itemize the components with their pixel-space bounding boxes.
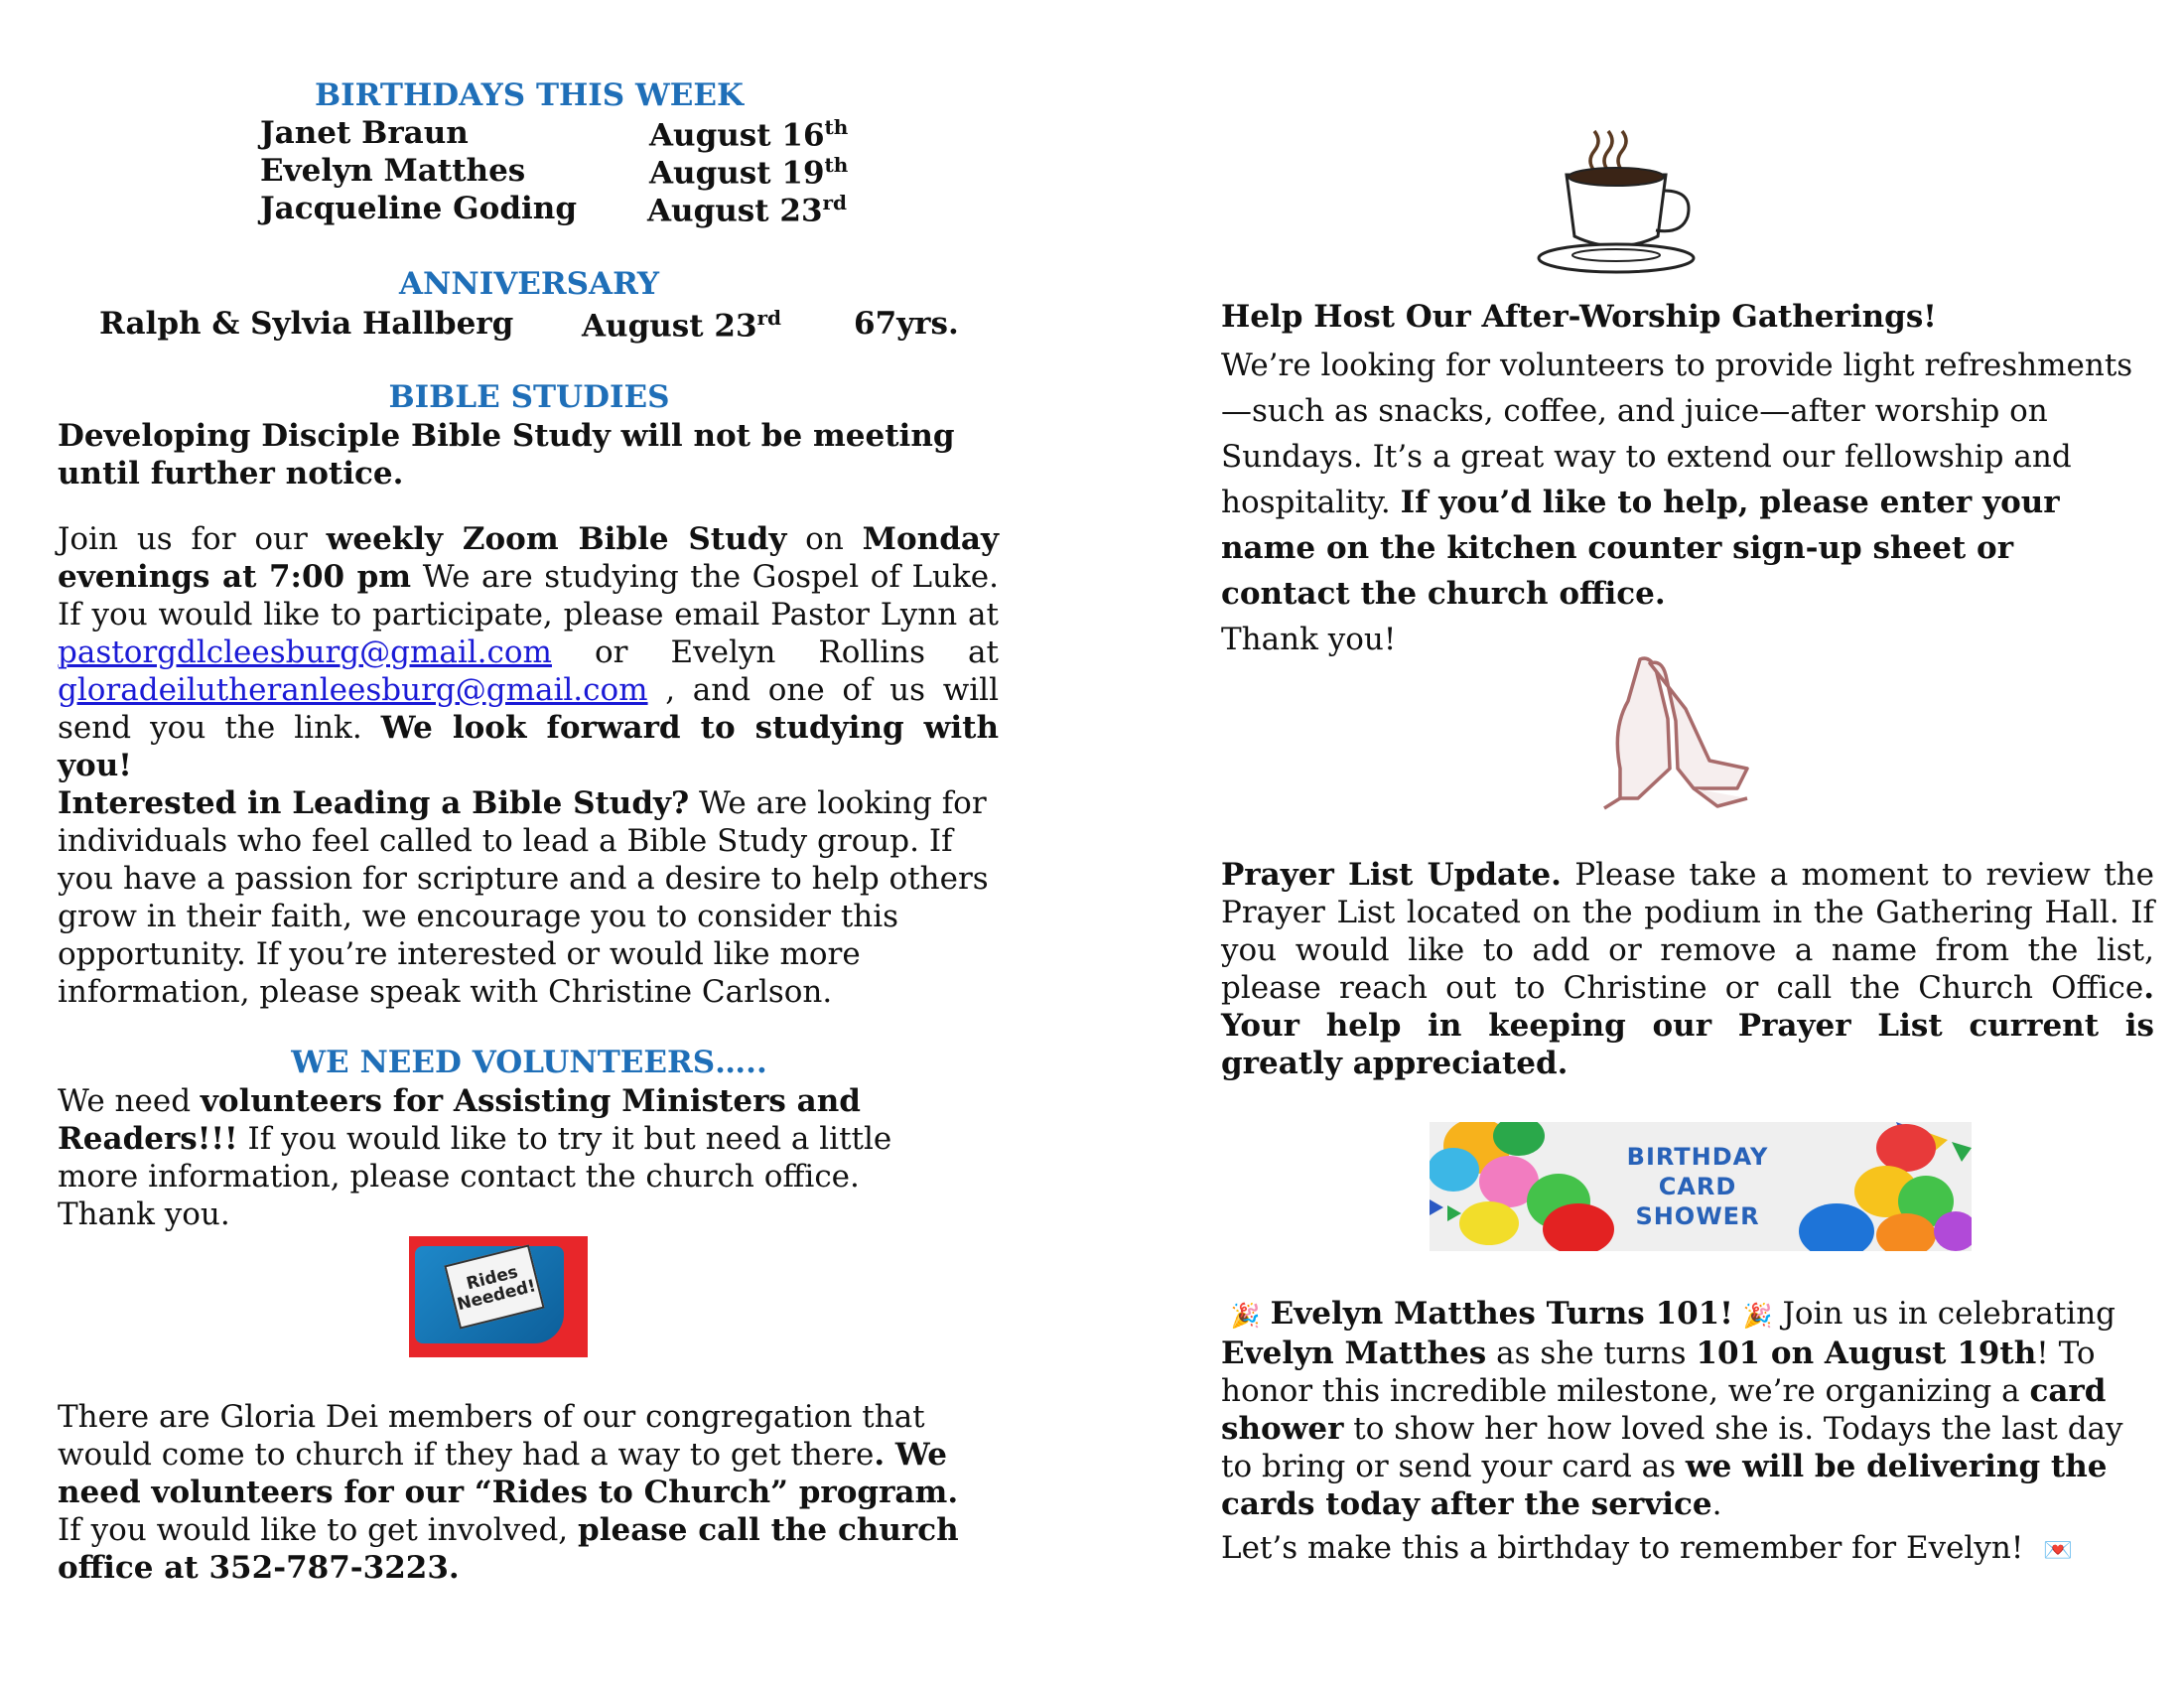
rides-needed-sign-text: Rides Needed! bbox=[455, 1262, 538, 1316]
volunteers-heading: WE NEED VOLUNTEERS….. bbox=[291, 1045, 767, 1080]
card-shower-closing: Let’s make this a birthday to remember for Evelyn! 💌 bbox=[1221, 1530, 2073, 1566]
coffee-cup-icon bbox=[1537, 119, 1715, 288]
birthday-card-shower-banner bbox=[1430, 1122, 1972, 1251]
birthdays-heading: BIRTHDAYS THIS WEEK bbox=[314, 77, 745, 113]
birthday-name-3: Jacqueline Goding bbox=[260, 191, 577, 226]
zoom-bible-study-paragraph: Join us for our weekly Zoom Bible Study on Monday evenings at 7:00 pm We are studying the Gospel of Luke. If you would like to participate, please email Pastor Lynn at pastorgdlcleesburg@gmail.com or Evelyn Rollins at gloradeilutheranleesburg@gmail.com , and one of us will send you the link. We look forward to studying with you! bbox=[58, 521, 1000, 783]
anniversary-years: 67yrs. bbox=[854, 306, 959, 342]
party-popper-icon: 🎉 bbox=[1230, 1302, 1261, 1330]
anniversary-heading: ANNIVERSARY bbox=[398, 266, 660, 302]
card-shower-paragraph: 🎉 Evelyn Matthes Turns 101! 🎉 Join us in celebrating Evelyn Matthes as she turns 101 on August 19th! To honor this incredible milestone, we’re organizing a card shower to show her how loved she is. Todays the last day to bring or send your card as we will be delivering the cards today after the service. bbox=[1221, 1296, 2123, 1522]
rides-needed-image bbox=[409, 1236, 588, 1357]
love-letter-icon: 💌 bbox=[2043, 1536, 2073, 1564]
birthday-date-1: August 16th bbox=[649, 115, 849, 154]
host-title: Help Host Our After-Worship Gatherings! bbox=[1221, 299, 1937, 335]
birthday-date-2: August 19th bbox=[649, 153, 849, 192]
bible-notice: Developing Disciple Bible Study will not be meeting until further notice. bbox=[58, 418, 955, 492]
pastor-email-link[interactable]: pastorgdlcleesburg@gmail.com bbox=[58, 634, 552, 670]
praying-hands-icon bbox=[1598, 649, 1757, 818]
birthday-name-1: Janet Braun bbox=[260, 115, 469, 151]
bible-studies-heading: BIBLE STUDIES bbox=[388, 379, 670, 415]
party-popper-icon-2: 🎉 bbox=[1742, 1302, 1773, 1330]
birthday-name-2: Evelyn Matthes bbox=[260, 153, 526, 189]
banner-line-shower: SHOWER bbox=[1635, 1202, 1760, 1230]
prayer-list-paragraph: Prayer List Update. Please take a moment to review the Prayer List located on the podium in the Gathering Hall. If you would like to add or remove a name from the list, please reach out to Christine or call the Church Office. Your help in keeping our Prayer List current is greatly appreciated. bbox=[1221, 857, 2154, 1081]
leading-bible-study-paragraph: Interested in Leading a Bible Study? We are looking for individuals who feel called to lead a Bible Study group. If you have a passion for scripture and a desire to help others grow in their faith, we encourage you to consider this opportunity. If you’re interested or would like more information, please speak with Christine Carlson. bbox=[58, 785, 989, 1010]
birthday-date-3: August 23rd bbox=[647, 191, 848, 229]
rides-paragraph: There are Gloria Dei members of our congregation that would come to church if they had a way to get there. We need volunteers for our “Rides to Church” program. If you would like to get involved, please call the church office at 352-787-3223. bbox=[58, 1399, 959, 1586]
volunteers-paragraph: We need volunteers for Assisting Ministers and Readers!!! If you would like to try it but need a little more information, please contact the church office. Thank you. bbox=[58, 1083, 892, 1232]
anniversary-date: August 23rd bbox=[582, 306, 782, 345]
banner-line-card: CARD bbox=[1658, 1173, 1737, 1200]
host-paragraph: We’re looking for volunteers to provide light refreshments—such as snacks, coffee, and juice—after worship on Sundays. It’s a great way to extend our fellowship and hospitality. If you’d like to help, please enter your name on the kitchen counter sign-up sheet or contact the church office. Thank you! bbox=[1221, 348, 2133, 657]
anniversary-name: Ralph & Sylvia Hallberg bbox=[99, 306, 514, 342]
rollins-email-link[interactable]: gloradeilutheranleesburg@gmail.com bbox=[58, 672, 648, 708]
banner-line-birthday: BIRTHDAY bbox=[1626, 1143, 1769, 1171]
